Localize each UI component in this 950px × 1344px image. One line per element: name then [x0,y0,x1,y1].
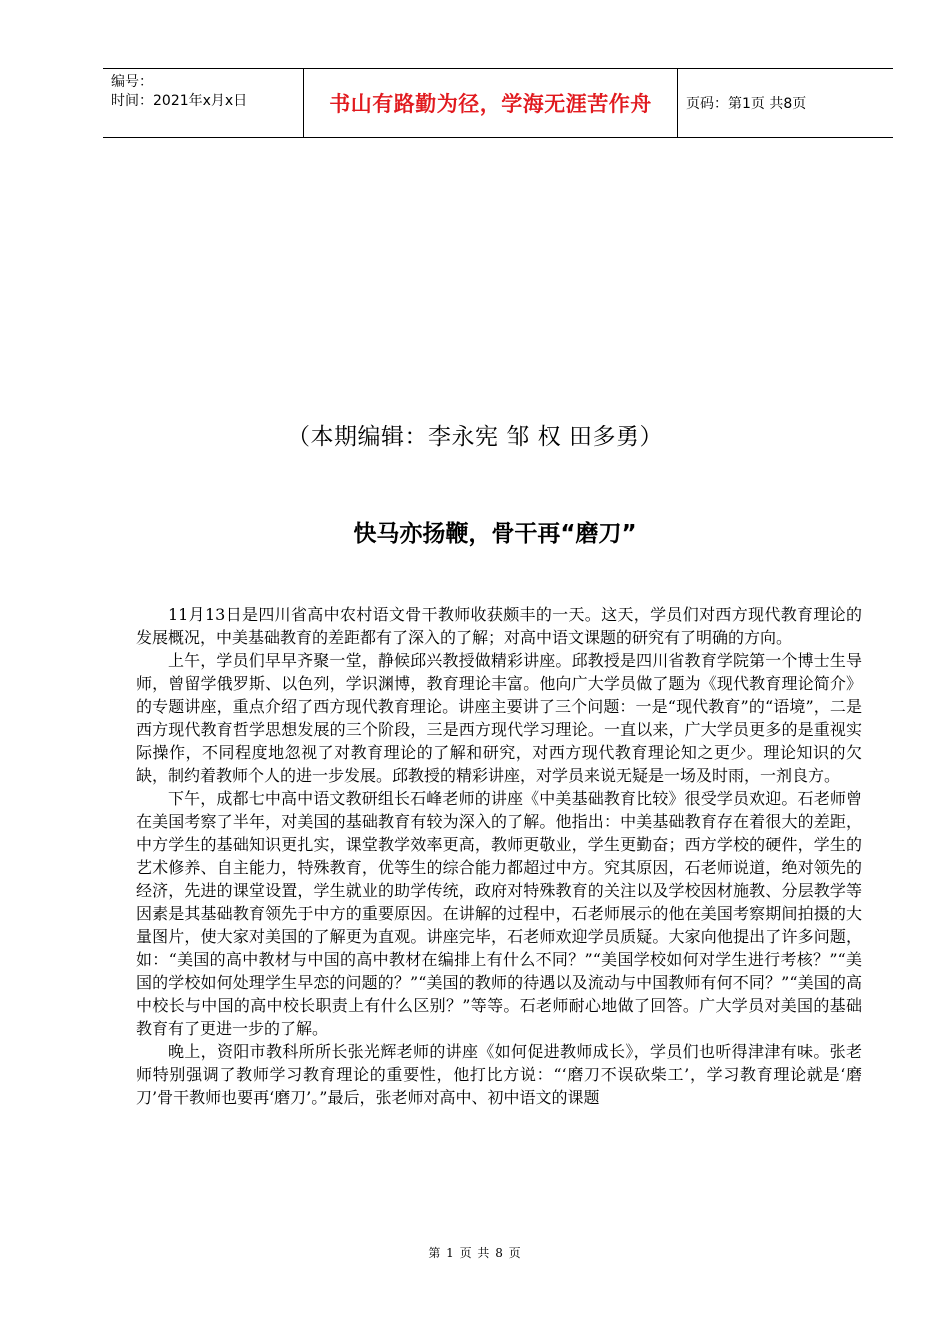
paragraph-4: 晚上，资阳市教科所所长张光辉老师的讲座《如何促进教师成长》，学员们也听得津津有味。张老师特别强调了教师学习教育理论的重要性，他打比方说：“‘磨刀不误砍柴工’，学习教育理论就是‘磨刀’骨干教师也要再‘磨刀’。”最后，张老师对高中、初中语文的课题 [136,1042,862,1107]
paragraph-1: 11月13日是四川省高中农村语文骨干教师收获颇丰的一天。这天，学员们对西方现代教育理论的发展概况，中美基础教育的差距都有了深入的了解；对高中语文课题的研究有了明确的方向。 [136,605,862,647]
article-title: 快马亦扬鞭，骨干再“磨刀” [353,521,637,547]
time-label: 时间：2021年x月x日 [111,93,248,109]
document-header [103,68,893,138]
article-body [136,603,862,1109]
header-meta [103,69,304,137]
number-label: 编号： [111,74,153,90]
header-page-info: 页码：第1页 共8页 [686,96,807,112]
editors-line: （本期编辑：李永宪 邹 权 田多勇） [287,424,663,450]
paragraph-3: 下午，成都七中高中语文教研组长石峰老师的讲座《中美基础教育比较》很受学员欢迎。石老师曾在美国考察了半年，对美国的基础教育有较为深入的了解。他指出：中美基础教育存在着很大的差距，中方学生的基础知识更扎实，课堂教学效率更高，教师更敬业，学生更勤奋；西方学校的硬件，学生的艺术修养、自主能力，特殊教育，优等生的综合能力都超过中方。究其原因，石老师说道，绝对领先的经济，先进的课堂设置，学生就业的助学传统，政府对特殊教育的关注以及学校因材施教、分层教学等因素是其基础教育领先于中方的重要原因。在讲解的过程中，石老师展示的他在美国考察期间拍摄的大量图片，使大家对美国的了解更为直观。讲座完毕，石老师欢迎学员质疑。大家向他提出了许多问题，如：“美国的高中教材与中国的高中教材在编排上有什么不同？”“美国学校如何对学生进行考核？”“美国的学校如何处理学生早恋的问题的？”“美国的教师的待遇以及流动与中国教师有何不同？”“美国的高中校长与中国的高中校长职责上有什么区别？”等等。石老师耐心地做了回答。广大学员对美国的基础教育有了更进一步的了解。 [136,789,862,1038]
paragraph-2: 上午，学员们早早齐聚一堂，静候邱兴教授做精彩讲座。邱教授是四川省教育学院第一个博士生导师，曾留学俄罗斯、以色列，学识渊博，教育理论丰富。他向广大学员做了题为《现代教育理论简介》的专题讲座，重点介绍了西方现代教育理论。讲座主要讲了三个问题：一是“现代教育”的“语境”，二是西方现代教育哲学思想发展的三个阶段，三是西方现代学习理论。一直以来，广大学员更多的是重视实际操作，不同程度地忽视了对教育理论的了解和研究，对西方现代教育理论知之更少。理论知识的欠缺，制约着教师个人的进一步发展。邱教授的精彩讲座，对学员来说无疑是一场及时雨，一剂良方。 [136,651,862,785]
header-motto: 书山有路勤为径，学海无涯苦作舟 [304,69,678,137]
page-footer: 第 1 页 共 8 页 [428,1246,522,1260]
